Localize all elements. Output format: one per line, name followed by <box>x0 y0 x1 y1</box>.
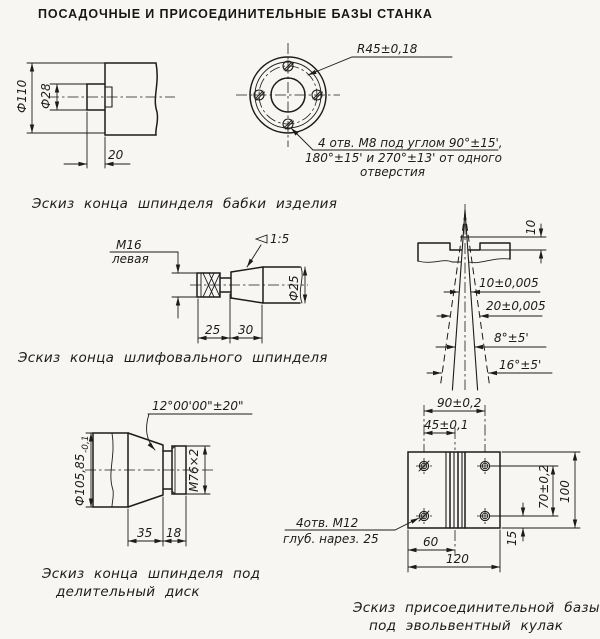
caption-grinding-spindle: Эскиз конца шлифовального шпинделя <box>18 350 328 366</box>
dim-len18-label: 18 <box>166 526 182 540</box>
sketch-grinding-spindle <box>110 232 308 343</box>
dim-w90-label: 90±0,2 <box>437 396 482 410</box>
dim-dia25-label: Ф25 <box>287 275 301 301</box>
dim-dia-tolerance: -0,1 <box>81 435 91 453</box>
caption-involute-base <box>353 599 600 635</box>
band-lines-bold <box>450 452 465 528</box>
holes-note-line3: отверстия <box>360 165 426 179</box>
dim-dia-label: Ф105,85 <box>73 453 87 506</box>
caption-dividing-disk-line2: делительный диск <box>56 584 200 600</box>
dim-w20-label: 20±0,005 <box>486 299 546 313</box>
page-title: ПОСАДОЧНЫЕ И ПРИСОЕДИНИТЕЛЬНЫЕ БАЗЫ СТАНКА <box>38 7 433 21</box>
radius-label: R45±0,18 <box>357 42 418 56</box>
taper-label: 1:5 <box>270 232 290 246</box>
dim-a8-label: 8°±5' <box>494 331 529 345</box>
caption-workhead-spindle: Эскиз конца шпинделя бабки изделия <box>32 196 338 212</box>
taper-leader <box>247 245 261 267</box>
taper-symbol-icon <box>256 235 267 243</box>
angle-leader <box>147 414 155 450</box>
sketch-workhead-spindle <box>15 63 175 168</box>
dim-len35-label: 35 <box>137 526 153 540</box>
centerlines <box>236 43 340 147</box>
holder-bar <box>418 243 510 263</box>
sketch-flange <box>236 42 503 179</box>
caption-dividing-disk-line1: Эскиз конца шпинделя под <box>42 566 261 582</box>
dim-dia28-label: Ф28 <box>39 83 53 109</box>
dim-h10-label: 10 <box>524 219 538 235</box>
dim-h15-label: 15 <box>505 530 519 546</box>
dim-len20-label: 20 <box>108 148 124 162</box>
dim-w45-label: 45±0,1 <box>424 418 469 432</box>
dim-len30-label: 30 <box>238 323 254 337</box>
holes-note-line2: 180°±15' и 270°±13' от одного <box>305 151 502 165</box>
holes-note-line2: глуб. нарез. 25 <box>283 532 379 546</box>
thread-dir-label: левая <box>112 252 149 266</box>
caption-involute-base-line2: под эвольвентный кулак <box>369 618 564 634</box>
band-lines <box>446 452 462 528</box>
dim-thread-label: М76×2 <box>187 448 201 492</box>
note-leader <box>291 128 313 150</box>
sketch-involute-base <box>283 396 580 572</box>
caption-involute-base-line1: Эскиз присоединительной базы <box>353 600 600 616</box>
holes-note-line1: 4отв. М12 <box>296 516 359 530</box>
angle-label: 12°00'00"±20" <box>152 399 244 413</box>
dim-len25-label: 25 <box>205 323 221 337</box>
dim-h70-label: 70±0,2 <box>537 464 551 509</box>
bolt-holes <box>254 61 323 129</box>
radius-leader <box>308 57 452 75</box>
dim-a16-label: 16°±5' <box>499 358 542 372</box>
dim-w60-label: 60 <box>423 535 439 549</box>
caption-dividing-disk <box>42 565 260 601</box>
dim-dia110-label: Ф110 <box>15 79 29 113</box>
holes-note-line1: 4 отв. М8 под углом 90°±15', <box>318 136 503 150</box>
dim-h100-label: 100 <box>558 480 572 503</box>
sketch-dividing-disk-spindle <box>73 399 252 546</box>
dim-w120-label: 120 <box>446 552 469 566</box>
ext-lines <box>87 112 105 168</box>
headstock-body <box>105 63 158 135</box>
thread-label: М16 <box>116 238 142 252</box>
dim-w10-label: 10±0,005 <box>479 276 539 290</box>
sketch-cone-gauge <box>418 204 552 390</box>
